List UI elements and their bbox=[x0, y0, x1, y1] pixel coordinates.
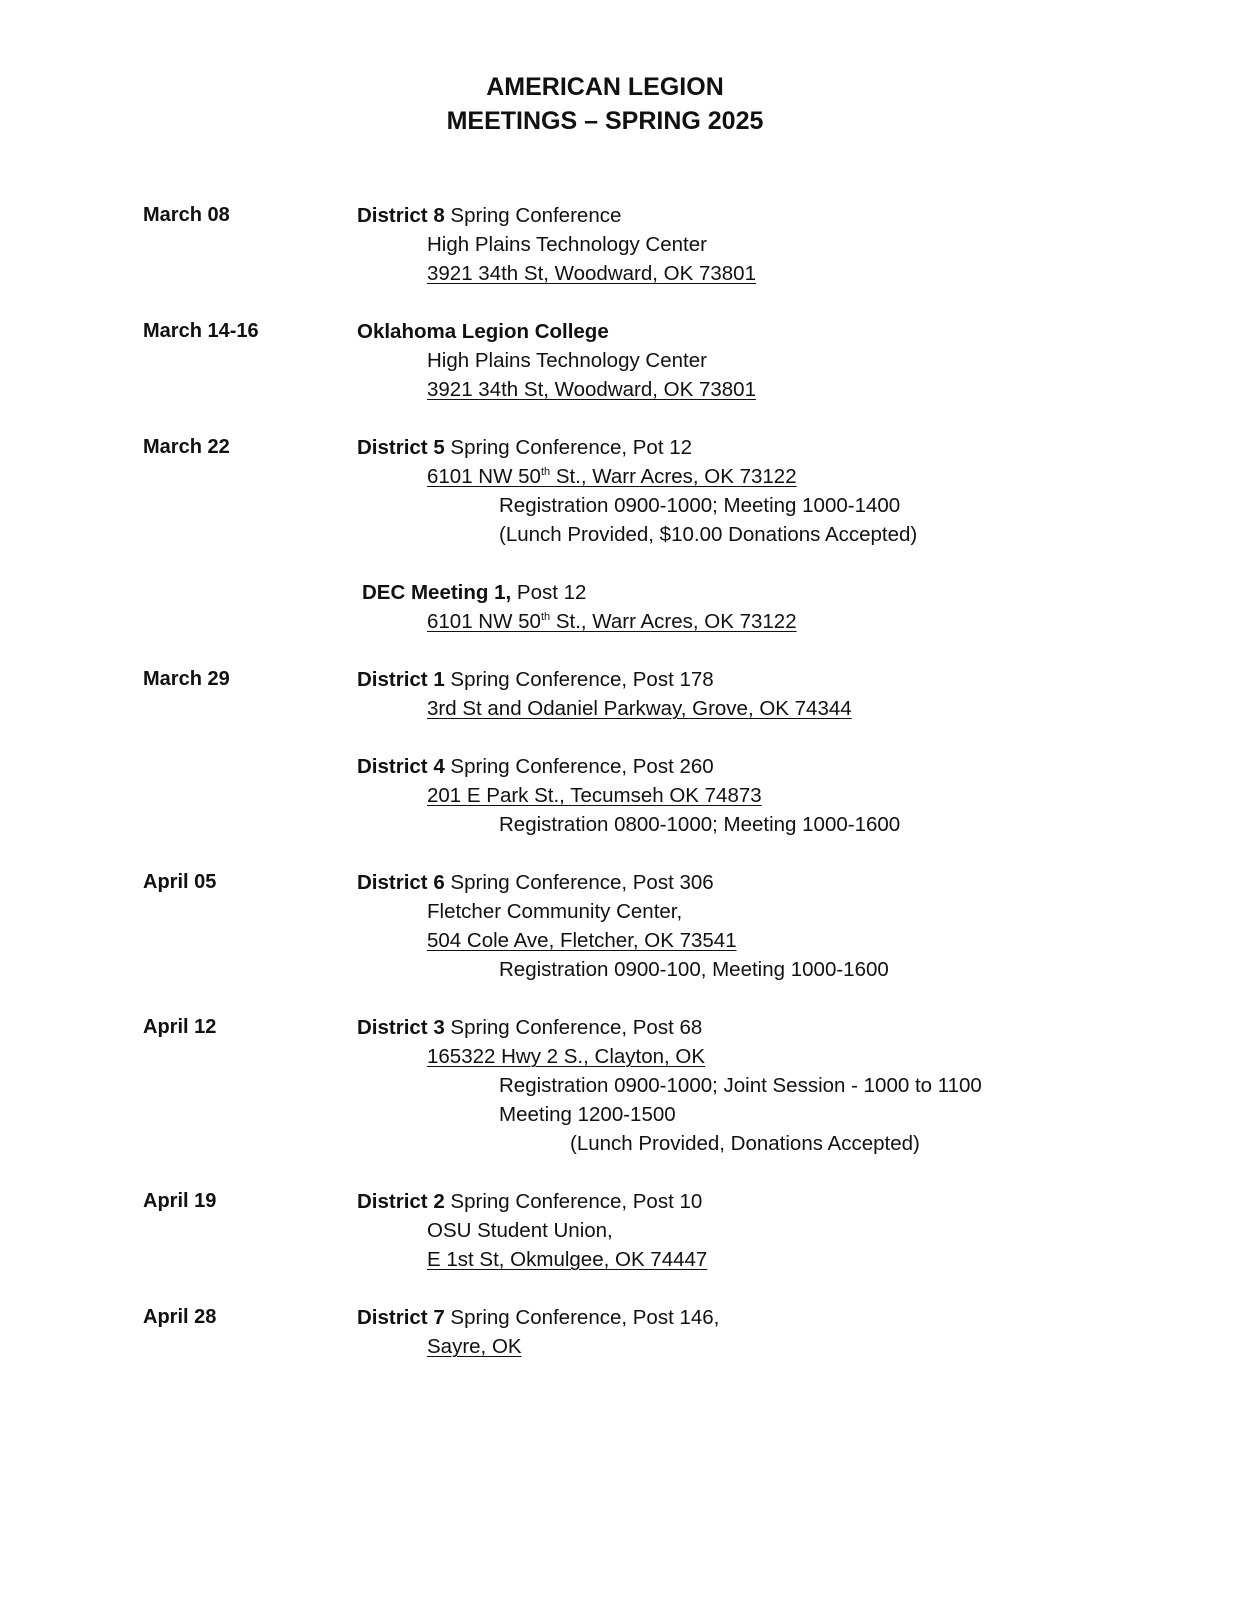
meeting-item bbox=[357, 1013, 1143, 1158]
meeting-list bbox=[357, 317, 1143, 404]
address-text[interactable] bbox=[427, 1335, 522, 1358]
meeting-title bbox=[357, 1187, 1143, 1216]
meeting-date: March 08 bbox=[143, 204, 230, 226]
meeting-name: DEC Meeting 1, bbox=[362, 581, 512, 604]
meeting-title bbox=[357, 201, 1143, 230]
address-text[interactable] bbox=[427, 378, 756, 401]
meeting-item bbox=[357, 665, 1143, 723]
document-title: AMERICAN LEGION bbox=[486, 73, 724, 101]
meeting-item bbox=[357, 317, 1143, 404]
address-link[interactable] bbox=[357, 781, 1143, 810]
line-text: Sayre, OK bbox=[427, 1335, 522, 1358]
address-link[interactable] bbox=[357, 1042, 1143, 1071]
meeting-name: District 4 bbox=[357, 755, 445, 778]
address-text[interactable] bbox=[427, 697, 852, 720]
address-text[interactable] bbox=[427, 784, 762, 807]
address-link[interactable] bbox=[357, 694, 1143, 723]
line-text: Spring Conference, Pot 12 bbox=[444, 436, 693, 459]
meeting-date: March 22 bbox=[143, 436, 230, 458]
meeting-title bbox=[357, 868, 1143, 897]
meeting-name: Oklahoma Legion College bbox=[357, 320, 609, 343]
meeting-name: District 1 bbox=[357, 668, 445, 691]
schedule-entry bbox=[143, 317, 1143, 404]
meeting-detail bbox=[357, 1100, 1143, 1129]
meeting-list bbox=[357, 868, 1143, 984]
meeting-date: March 14-16 bbox=[143, 320, 259, 342]
line-text: Fletcher Community Center, bbox=[427, 900, 683, 923]
meeting-title bbox=[357, 665, 1143, 694]
meeting-schedule bbox=[143, 201, 1143, 1390]
line-text: Post 12 bbox=[511, 581, 587, 604]
line-text: 504 Cole Ave, Fletcher, OK 73541 bbox=[427, 929, 737, 952]
meeting-detail bbox=[357, 491, 1143, 520]
line-text: Spring Conference, Post 306 bbox=[444, 871, 714, 894]
meeting-detail bbox=[357, 955, 1143, 984]
line-text: Spring Conference, Post 10 bbox=[444, 1190, 703, 1213]
schedule-entry bbox=[143, 201, 1143, 288]
meeting-title bbox=[357, 433, 1143, 462]
meeting-item bbox=[357, 433, 1143, 549]
line-text-cont: St., Warr Acres, OK 73122 bbox=[550, 465, 797, 488]
line-text: 6101 NW 50 bbox=[427, 610, 541, 633]
line-text: Spring Conference, Post 260 bbox=[444, 755, 714, 778]
meeting-title bbox=[357, 1013, 1143, 1042]
meeting-list bbox=[357, 201, 1143, 288]
line-text: 3rd St and Odaniel Parkway, Grove, OK 74344 bbox=[427, 697, 852, 720]
line-text: Registration 0800-1000; Meeting 1000-1600 bbox=[499, 813, 901, 836]
meeting-item bbox=[357, 1303, 1143, 1361]
address-text[interactable] bbox=[427, 465, 797, 488]
schedule-entry bbox=[143, 1187, 1143, 1274]
meeting-detail bbox=[357, 810, 1143, 839]
meeting-title bbox=[357, 578, 1143, 607]
meeting-list bbox=[357, 1187, 1143, 1274]
line-text: High Plains Technology Center bbox=[427, 349, 707, 372]
schedule-entry bbox=[143, 665, 1143, 839]
meeting-detail bbox=[357, 230, 1143, 259]
line-text: 3921 34th St, Woodward, OK 73801 bbox=[427, 378, 756, 401]
address-text[interactable] bbox=[427, 929, 737, 952]
address-text[interactable] bbox=[427, 1045, 705, 1068]
meeting-list bbox=[357, 1303, 1143, 1361]
address-link[interactable] bbox=[357, 926, 1143, 955]
meeting-item bbox=[357, 868, 1143, 984]
meeting-date: April 19 bbox=[143, 1190, 217, 1212]
line-text: High Plains Technology Center bbox=[427, 233, 707, 256]
meeting-date: April 12 bbox=[143, 1016, 217, 1038]
address-link[interactable] bbox=[357, 1245, 1143, 1274]
address-text[interactable] bbox=[427, 1248, 707, 1271]
meeting-date: March 29 bbox=[143, 668, 230, 690]
line-text: E 1st St, Okmulgee, OK 74447 bbox=[427, 1248, 708, 1271]
line-text: Meeting 1200-1500 bbox=[499, 1103, 676, 1126]
meeting-title bbox=[357, 752, 1143, 781]
meeting-list bbox=[357, 433, 1143, 636]
meeting-detail bbox=[357, 520, 1143, 549]
address-link[interactable] bbox=[357, 259, 1143, 288]
address-link[interactable] bbox=[357, 1332, 1143, 1361]
schedule-entry bbox=[143, 868, 1143, 984]
meeting-detail bbox=[357, 1129, 1143, 1158]
meeting-name: District 8 bbox=[357, 204, 445, 227]
meeting-name: District 5 bbox=[357, 436, 445, 459]
address-text[interactable] bbox=[427, 262, 756, 285]
meeting-title bbox=[357, 317, 1143, 346]
meeting-detail bbox=[357, 1071, 1143, 1100]
line-text: (Lunch Provided, $10.00 Donations Accepted) bbox=[499, 523, 918, 546]
line-text: Registration 0900-1000; Joint Session - 1000 to 1100 bbox=[499, 1074, 982, 1097]
meeting-name: District 6 bbox=[357, 871, 445, 894]
schedule-entry bbox=[143, 433, 1143, 636]
line-text: 3921 34th St, Woodward, OK 73801 bbox=[427, 262, 756, 285]
meeting-item bbox=[357, 201, 1143, 288]
line-text: (Lunch Provided, Donations Accepted) bbox=[570, 1132, 920, 1155]
meeting-detail bbox=[357, 897, 1143, 926]
line-text: Spring Conference, Post 178 bbox=[444, 668, 714, 691]
ordinal-suffix: th bbox=[540, 611, 551, 624]
line-text: Spring Conference bbox=[444, 204, 622, 227]
address-link[interactable] bbox=[357, 375, 1143, 404]
address-text[interactable] bbox=[427, 610, 797, 633]
meeting-date: April 05 bbox=[143, 871, 217, 893]
meeting-item bbox=[357, 578, 1143, 636]
address-link[interactable] bbox=[357, 462, 1143, 491]
meeting-date: April 28 bbox=[143, 1306, 217, 1328]
line-text: 165322 Hwy 2 S., Clayton, OK bbox=[427, 1045, 706, 1068]
meeting-detail bbox=[357, 346, 1143, 375]
schedule-entry bbox=[143, 1303, 1143, 1361]
line-text: Spring Conference, Post 68 bbox=[444, 1016, 703, 1039]
meeting-list bbox=[357, 665, 1143, 839]
line-text: Registration 0900-100, Meeting 1000-1600 bbox=[499, 958, 889, 981]
meeting-name: District 3 bbox=[357, 1016, 445, 1039]
meeting-detail bbox=[357, 1216, 1143, 1245]
document-subtitle: MEETINGS – SPRING 2025 bbox=[446, 107, 764, 135]
meeting-item bbox=[357, 1187, 1143, 1274]
meeting-name: District 2 bbox=[357, 1190, 445, 1213]
line-text: Registration 0900-1000; Meeting 1000-1400 bbox=[499, 494, 901, 517]
line-text: 6101 NW 50 bbox=[427, 465, 541, 488]
line-text-cont: St., Warr Acres, OK 73122 bbox=[550, 610, 797, 633]
meeting-list bbox=[357, 1013, 1143, 1158]
line-text: OSU Student Union, bbox=[427, 1219, 613, 1242]
meeting-item bbox=[357, 752, 1143, 839]
meeting-title bbox=[357, 1303, 1143, 1332]
line-text: 201 E Park St., Tecumseh OK 74873 bbox=[427, 784, 762, 807]
meeting-name: District 7 bbox=[357, 1306, 445, 1329]
ordinal-suffix: th bbox=[540, 466, 551, 479]
line-text: Spring Conference, Post 146, bbox=[444, 1306, 720, 1329]
schedule-entry bbox=[143, 1013, 1143, 1158]
address-link[interactable] bbox=[357, 607, 1143, 636]
